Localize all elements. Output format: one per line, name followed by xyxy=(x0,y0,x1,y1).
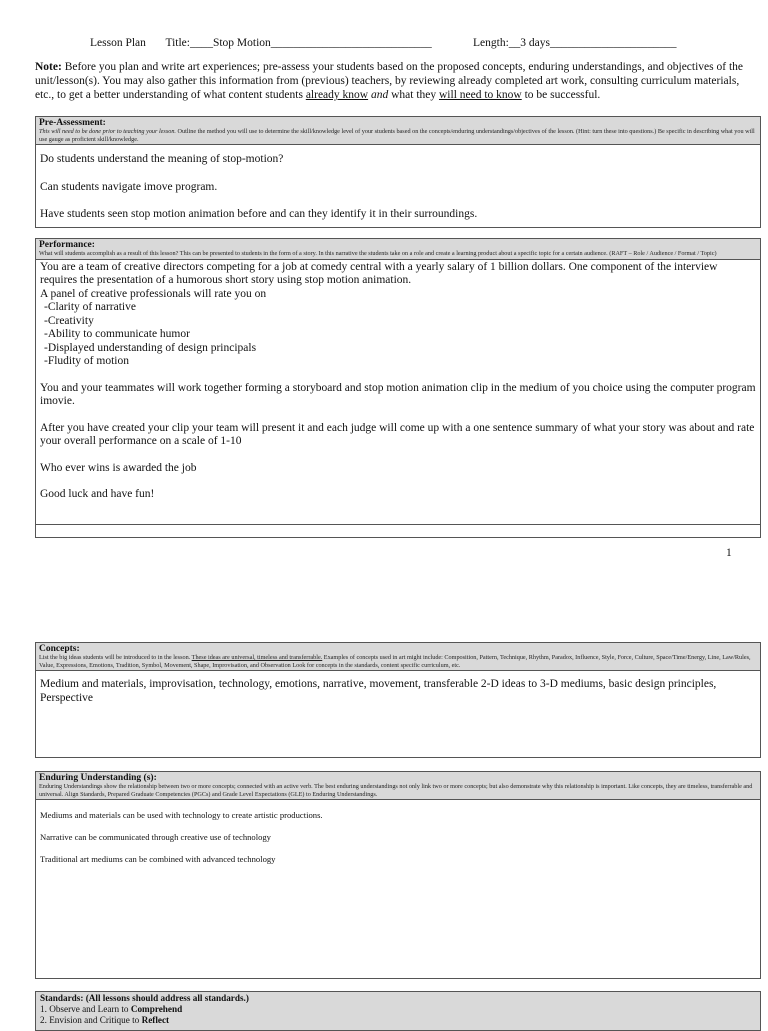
performance-para-5: Good luck and have fun! xyxy=(40,488,155,501)
performance-para-4: Who ever wins is awarded the job xyxy=(40,461,197,474)
enduring-understanding-item: Narrative can be communicated through creative use of technology xyxy=(40,832,271,843)
note-label: Note: xyxy=(35,61,62,73)
concepts-desc-1: List the big ideas students will be introduced to in the lesson. xyxy=(39,654,192,661)
length-field xyxy=(473,36,677,50)
performance-criterion: -Ability to communicate humor xyxy=(44,328,190,341)
standards-note: : (All lessons should address all standards.) xyxy=(80,993,249,1003)
performance-criterion: -Fludity of motion xyxy=(44,355,129,368)
performance-para-2: You and your teammates will work together forming a storyboard and stop motion animation clip in the medium of you choice using the computer program imovie. xyxy=(40,381,756,408)
enduring-understanding-section xyxy=(35,771,761,979)
performance-desc: What will students accomplish as a result of this lesson? This can be presented to students in the form of a story. In this narrative the students take on a role and create a learning product about a specific topic for a certain audience. (RAFT – Role / Audience / Format / Topic) xyxy=(39,250,717,257)
concepts-desc-2: Examples of concepts used in art might include: Composition, Pattern, Technique, Rhythm, Paradox, Influence, Style, Force, Culture, Space/Time/Energy, Line, Law/Rules, Value, Expressions, Emotions, Tradition, Symbol, Movement, Shape, Improvisation, and Observation Look for concepts in the standards, content specific curriculum, etc. xyxy=(39,654,751,669)
lesson-plan-label: Lesson Plan xyxy=(90,37,146,49)
note-already-know: already know xyxy=(305,89,369,101)
performance-divider xyxy=(36,524,760,525)
title-value: ____Stop Motion____________________________ xyxy=(189,37,432,49)
concepts-text: Medium and materials, improvisation, technology, emotions, narrative, movement, transferable 2-D ideas to 3-D mediums, basic design principles, Perspective xyxy=(40,678,717,704)
page-number: 1 xyxy=(726,547,732,559)
standards-item-bold: Reflect xyxy=(141,1015,170,1025)
performance-criterion: -Displayed understanding of design principals xyxy=(44,341,257,354)
concepts-header: Concepts: List the big ideas students will be introduced to in the lesson. These ideas are universal, timeless and transferrable. Examples of concepts used in art might include: Composition, Pattern, Technique, Rhythm, Paradox, Influence, Style, Force, Culture, Space/Time/Energy, Line, Law/Rules, Value, Expressions, Emotions, Tradition, Symbol, Movement, Shape, Improvisation, and Observation Look for concepts in the standards, content specific curriculum, etc. xyxy=(36,643,760,671)
pre-assessment-title: Pre-Assessment xyxy=(39,118,103,128)
pre-assessment-item: Can students navigate imove program. xyxy=(40,180,218,193)
note-text: Before you plan and write art experiences; pre-assess your students based on the proposed concepts, enduring understandings, and objectives of the unit/lesson(s). You may also gather this information from (previous) teachers, by reviewing already completed art work, consulting curriculum materials, etc., to get a better understanding of what content students xyxy=(35,61,744,101)
performance-header: Performance: What will students accomplish as a result of this lesson? This can be presented to students in the form of a story. In this narrative the students take on a role and create a learning product about a specific topic for a certain audience. (RAFT – Role / Audience / Format / Topic) xyxy=(36,239,760,260)
standards-item-prefix: 1. Observe and Learn to xyxy=(40,1004,131,1014)
note-will-need: will need to know xyxy=(439,89,522,101)
note-text-3: to be successful. xyxy=(521,89,601,101)
performance-list-intro: A panel of creative professionals will rate you on xyxy=(40,287,267,300)
title-label: Title: xyxy=(165,37,190,49)
pre-assessment-header: Pre-Assessment: This will need to be done prior to teaching your lesson. Outline the method you will use to determine the skill/knowledge level of your students based on the concepts/enduring understandings/objectives of the lesson. (Hint: turn these into questions.) Be specific in describing what you will use gauge as proficient skill/knowledge. xyxy=(36,117,760,145)
note-and: and xyxy=(370,89,389,101)
performance-title: Performance xyxy=(39,240,92,250)
enduring-understanding-title: Enduring Understanding (s) xyxy=(39,773,154,783)
length-value: __3 days______________________ xyxy=(508,37,677,49)
pre-assessment-desc-italic: This will need to be done prior to teaching your lesson. xyxy=(39,128,176,135)
pre-assessment-desc xyxy=(39,128,757,143)
pre-assessment-item: Have students seen stop motion animation before and can they identify it in their surroundings. xyxy=(40,208,478,221)
concepts-desc-underlined: These ideas are universal, timeless and transferrable. xyxy=(191,654,323,661)
standards-title: Standards xyxy=(40,993,81,1003)
enduring-understanding-header: Enduring Understanding (s): Enduring Understandings show the relationship between two or more concepts; connected with an active verb. The best enduring understandings not only link two or more concepts; but also demonstrate why this relationship is important. Like concepts, they are timeless, transferrable and universal. Align Standards, Prepared Graduate Competencies (PGCs) and Grade Level Expectations (GLE) to Enduring Understandings. xyxy=(36,772,760,800)
enduring-understanding-item: Traditional art mediums can be combined with advanced technology xyxy=(40,854,276,865)
length-label: Length: xyxy=(473,37,509,49)
enduring-understanding-item: Mediums and materials can be used with technology to create artistic productions. xyxy=(40,810,323,821)
concepts-section xyxy=(35,642,761,758)
note-paragraph: Note: Before you plan and write art experiences; pre-assess your students based on the proposed concepts, enduring understandings, and objectives of the unit/lesson(s). You may also gather this information from (previous) teachers, by reviewing already completed art work, consulting curriculum materials, etc., to get a better understanding of what content students already know​ and what they will need to know to be successful. xyxy=(35,61,744,101)
pre-assessment-item: Do students understand the meaning of stop-motion? xyxy=(40,153,284,166)
pre-assessment-section xyxy=(35,116,761,228)
standards-item xyxy=(40,1015,756,1026)
lesson-plan-header xyxy=(90,36,432,50)
performance-criterion: -Creativity xyxy=(44,314,94,327)
note-text-2: what they xyxy=(388,89,439,101)
performance-section xyxy=(35,238,761,538)
standards-heading xyxy=(40,993,756,1004)
enduring-understanding-desc: Enduring Understandings show the relationship between two or more concepts; connected with an active verb. The best enduring understandings not only link two or more concepts; but also demonstrate why this relationship is important. Like concepts, they are timeless, transferrable and universal. Align Standards, Prepared Graduate Competencies (PGCs) and Grade Level Expectations (GLE) to Enduring Understandings. xyxy=(39,783,753,798)
concepts-title: Concepts xyxy=(39,644,77,654)
pre-assessment-desc-text: Outline the method you will use to determine the skill/knowledge level of your students based on the concepts/enduring understandings/objectives of the lesson. (Hint: turn these into questions.) Be specific in describing what you will use gauge as proficient skill/knowledge. xyxy=(39,128,755,143)
performance-para-3: After you have created your clip your team will present it and each judge will come up with a one sentence summary of what your story was about and rate your overall performance on a scale of 1-10 xyxy=(40,421,755,448)
concepts-desc xyxy=(39,654,757,669)
standards-section xyxy=(35,991,761,1031)
performance-para-1: You are a team of creative directors competing for a job at comedy central with a yearly salary of 1 billion dollars. One component of the interview requires the presentation of a humorous short story using stop motion animation. xyxy=(40,260,718,287)
standards-item-prefix: 2. Envision and Critique to xyxy=(40,1015,142,1025)
standards-item-bold: Comprehend xyxy=(130,1004,183,1014)
standards-item xyxy=(40,1004,756,1015)
performance-criterion: -Clarity of narrative xyxy=(44,301,136,314)
